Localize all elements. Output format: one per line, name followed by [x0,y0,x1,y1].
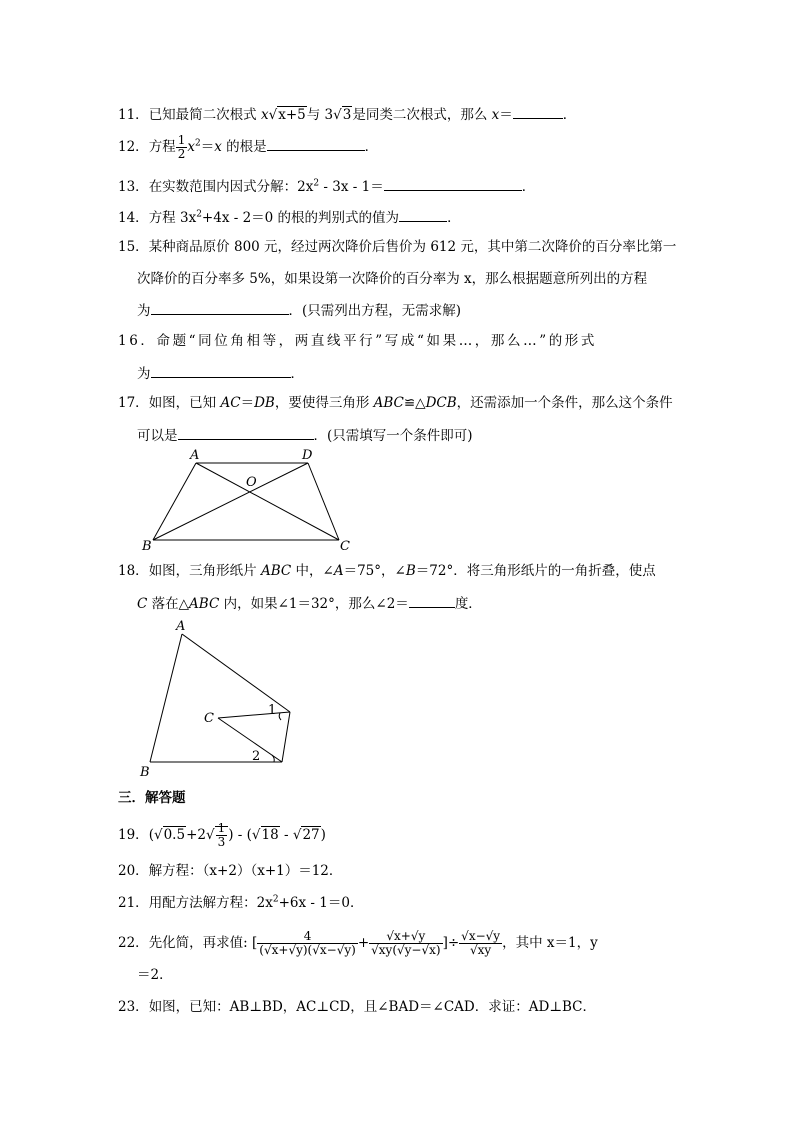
radicand: 18 [261,827,279,843]
question-number: 15． [118,239,149,255]
expression-text: ( [148,827,154,843]
question-17-line-2 [137,425,473,445]
question-20 [118,862,342,880]
question-text: ． [562,107,577,123]
question-number: 18． [118,563,149,579]
exponent: 2 [313,178,320,189]
question-text: 的根是 [221,139,267,155]
question-number: 20． [118,863,149,879]
vertex-label-c: C [340,539,350,554]
answer-blank[interactable] [178,425,314,440]
question-text: 命题“同位角相等，两直线平行”写成“如果…，那么…”的形式 [156,333,597,349]
answer-blank[interactable] [384,176,522,191]
vertex-label-a: A [190,448,200,463]
fraction [369,930,442,957]
question-text: 先化简，再求值: [ [148,935,258,951]
question-number: 21． [118,895,149,911]
segment-a-fold [182,634,290,712]
expression-text: ) [320,827,326,843]
question-text: 落在△ [147,596,190,612]
question-text: 某种商品原价 800 元，经过两次降价后售价为 612 元，其中第二次降价的百分率比第一 [148,239,677,255]
question-text: 是同类二次根式，那么 [352,107,492,123]
figure-18 [130,616,320,782]
vertex-label-b: B [142,539,152,554]
question-23 [118,998,596,1016]
question-16-line-1 [118,332,597,350]
question-19: 19．(√0.5+2√ $\frac{1}{3}$ ) - (√18 - √27) [118,821,326,849]
vertex-label: A [333,563,344,579]
question-21 [118,894,363,912]
question-text: ．(只需列出方程，无需求解) [288,303,462,319]
segment-label: AC [220,395,241,411]
segment-ac [196,463,339,540]
question-22-line-2 [137,966,173,984]
question-text: 如图，已知 [148,395,221,411]
answer-blank[interactable] [151,300,289,315]
answer-blank[interactable] [399,207,447,222]
question-18-line-2 [137,593,482,613]
fraction [257,930,358,957]
question-number: 19． [118,827,149,843]
question-15-line-2 [137,270,647,288]
segment-dc [308,463,339,540]
question-13 [118,176,535,196]
question-text: 方程 [148,139,176,155]
question-text: ． [364,139,379,155]
question-18-line-1 [118,562,656,580]
question-22-line-1 [118,930,598,957]
question-number: 22． [118,935,149,951]
radicand: 0.5 [163,827,186,843]
question-text: 为 [137,366,151,382]
question-15-line-3 [137,300,461,320]
question-text: 为 [137,303,151,319]
question-number: 16． [118,333,157,349]
variable: x [491,107,500,123]
question-number: 11． [118,107,149,123]
answer-blank[interactable] [409,593,455,608]
question-text: ＝2． [137,967,173,983]
question-text: +4x - 2＝0 的根的判别式的值为 [201,210,400,226]
variable: x [187,139,195,155]
question-number: 12． [118,139,149,155]
answer-blank[interactable] [267,136,365,151]
question-text: ＝ [499,107,513,123]
question-text: ＝72°．将三角形纸片的一角折叠，使点 [415,563,656,579]
question-text: ＝ [240,395,255,411]
question-text: ＝ [200,139,215,155]
vertex-label-d: D [302,448,313,463]
angle-arc-1 [279,713,281,720]
question-text: +6x - 1＝0． [278,895,364,911]
variable: x [214,139,222,155]
segment-ab [150,634,182,762]
triangle-label: ABC [373,395,404,411]
fraction [176,134,188,161]
numerator: 1 [177,133,186,147]
question-text: ，要使得三角形 [274,395,374,411]
question-11: 11．已知最简二次根式 x√x+5与 3√3是同类二次根式，那么 x＝ ． [118,104,576,124]
question-number: 23． [118,999,149,1015]
question-text: 如图，已知：AB⊥BD，AC⊥CD，且∠BAD＝∠CAD．求证：AD⊥BC． [148,999,597,1015]
question-text: ．(只需填写一个条件即可) [313,428,473,444]
question-number: 13． [118,179,149,195]
vertex-label-o: O [246,475,257,490]
question-text: 度． [454,596,482,612]
question-text: 用配方法解方程：2x [148,895,273,911]
vertex-label: B [405,563,416,579]
numerator: 1 [217,821,226,835]
denominator: √xy [470,943,492,957]
triangle-label: DCB [425,395,457,411]
segment-ab [153,463,196,540]
question-text: 次降价的百分率多 5%，如果设第一次降价的百分率为 x，那么根据题意所列出的方程 [137,271,648,287]
triangle-label: ABC [189,596,220,612]
question-text: 在实数范围内因式分解：2x [148,179,314,195]
triangle-label: ABC [260,563,292,579]
section-heading: 三．解答题 [118,790,186,806]
answer-blank[interactable] [513,104,563,119]
expression-text: - [279,827,293,843]
expression-text: +2 [186,827,206,843]
angle-label-1: 1 [268,703,277,718]
question-17-line-1 [118,394,673,412]
radicand: x+5 [278,107,306,123]
segment-db [153,463,308,540]
answer-blank[interactable] [151,363,291,378]
denominator: 2 [177,147,186,161]
question-12 [118,134,378,161]
question-text: 可以是 [137,428,178,444]
vertex-label: C [137,596,148,612]
denominator: 3 [217,835,226,849]
vertex-label-a: A [176,619,186,634]
numerator: 4 [257,930,358,944]
question-text: ． [521,179,536,195]
question-14 [118,207,461,227]
question-number: 17． [118,395,149,411]
radicand: 27 [302,827,320,843]
expression-text: ]÷ [442,935,460,951]
numerator: √x+√y [369,930,442,944]
question-text: ． [290,366,304,382]
question-text: ≌△ [403,395,426,411]
question-text: 内，如果∠1＝32°，那么∠2＝ [219,596,409,612]
exponent: 2 [272,894,279,905]
question-text: 中，∠ [291,563,334,579]
numerator: √x−√y [461,929,501,943]
expression-text: ) - ( [228,827,252,843]
expression-text: + [357,935,370,951]
vertex-label-b: B [140,765,150,780]
question-text: 如图，三角形纸片 [148,563,261,579]
denominator: √xy(√y−√x) [371,943,441,957]
question-number: 14． [118,210,149,226]
denominator: (√x+√y)(√x−√y) [259,943,356,957]
question-text: 已知最简二次根式 [148,107,261,123]
question-16-line-2 [137,363,304,383]
segment-label: DB [254,395,275,411]
angle-label-2: 2 [252,749,261,764]
question-text: ，其中 x＝1，y [502,935,598,951]
figure-17 [130,446,370,558]
radicand: 3 [342,107,352,123]
exponent: 2 [194,138,201,149]
question-15-line-1 [118,238,676,256]
fraction [216,822,228,849]
fraction [459,930,502,957]
question-text: ＝75°，∠ [343,563,406,579]
question-text: ，还需添加一个条件，那么这个条件 [456,395,673,411]
question-text: 方程 3x [148,210,197,226]
fold-line [282,712,290,762]
question-text: ． [447,210,461,226]
variable: x [260,107,269,123]
question-text: - 3x - 1＝ [319,179,384,195]
exponent: 2 [196,209,202,220]
question-text: 解方程：（x+2）（x+1）＝12． [148,863,343,879]
question-text: 与 3 [306,107,334,123]
vertex-label-c: C [204,711,214,726]
